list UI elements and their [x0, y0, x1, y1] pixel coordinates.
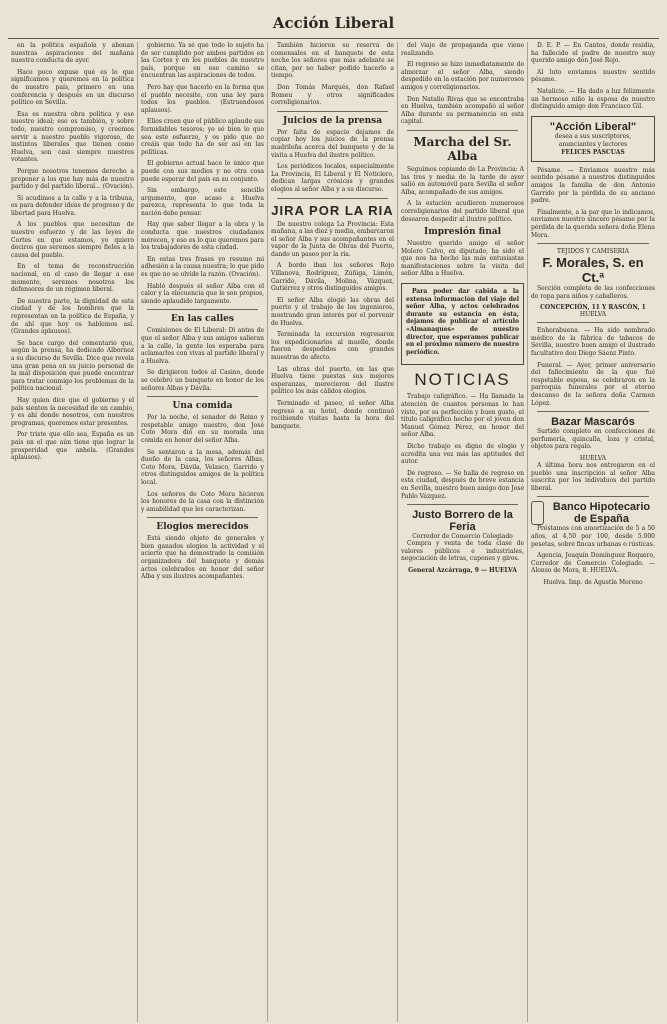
section-heading: Elogios merecidos: [156, 522, 249, 533]
divider: [277, 198, 388, 199]
section-heading: Una comida: [172, 401, 233, 412]
section-heading: Juicios de la prensa: [282, 115, 383, 126]
paragraph: A la estación acudieron numerosos correligionarios del partido liberal que desearon despedir al ilustre político.: [401, 200, 524, 223]
paragraph: A bordo iban los señores Rojo Villanova, Rodríguez, Zúñiga, Limón, Garrido, Dávila, Molina, Vázquez, Gutiérrez y otros distinguidos amigos.: [271, 262, 394, 293]
paragraph: Las obras del puerto, en las que Huelva tiene puestas sus mejores esperanzas, merecieron del ilustre político los más cálidos elogios.: [271, 365, 394, 396]
divider: [147, 517, 258, 518]
column-2: [138, 42, 268, 1022]
paragraph: Habló después el señor Alba con el calor y la elocuencia que le son propios, siendo aplaudido largamente.: [141, 282, 264, 305]
ad-city: HUELVA: [579, 455, 607, 462]
ad-body: Surtido completo en confecciones de perfumería, quincalla, loza y cristal, objetos para regalo.: [531, 428, 655, 451]
paragraph: Comisiones de El Liberal: Di antes de que el señor Alba y sus amigos salieran a la calle, la gente los esperaba para aclamarlos con vivas al partido liberal y a Huelva.: [141, 327, 264, 365]
paragraph: Trabajo caligráfico. — Ha llamado la atención de cuantos personas lo han visto, por su perfección y buen gusto, el título caligráfico hecho por el joven don Manuel Gómez Pérez, en honor del señor Alba.: [401, 393, 524, 439]
paragraph: D. E. P. — En Cantos, donde residía, ha fallecido el padre de nuestro muy querido amigo don José Rojo.: [531, 42, 655, 65]
greeting-box: [531, 116, 655, 162]
ad-title: "Acción Liberal": [549, 120, 637, 133]
divider: [407, 504, 518, 505]
paragraph: De regreso. — Se halla de regreso en esta ciudad, después de breve estancia en Sevilla, nuestro buen amigo don José Pablo Vázquez.: [401, 469, 524, 500]
ad-address: General Azcárraga, 9 — HUELVA: [408, 566, 517, 574]
column-1: [8, 42, 138, 1022]
paragraph: Sin embargo, este sencillo argumento, que acaso a Huelva parezca, representa lo que toda la nación debe pensar.: [141, 187, 264, 217]
paragraph: Porque nosotros tenemos derecho a proponer a los que hay más de nuestro partido y del partido liberal... (Ovación).: [11, 167, 134, 191]
paragraph: Hay que saber llegar a la obra y la conducta que nuestros ciudadanos merecen, y eso es lo que queremos para los trabajadores de esta ciudad.: [141, 221, 264, 252]
paragraph: De nuestro colega La Provincia: Esta mañana, a las diez y media, embarcaron el señor Alba y sus acompañantes en el vapor de la Junta de Obras del Puerto, dando un paseo por la ría.: [271, 220, 394, 258]
column-3: [268, 42, 398, 1022]
newspaper-title: Acción Liberal: [272, 14, 395, 32]
divider: [147, 396, 258, 397]
paragraph: Se hace cargo del comentario que, según la prensa, ha dedicado Albornoz a su discurso de Sevilla. Dice que revela una gran pena en su juicio personal de la mal disposición que puede encontrar para tratar conmigo los problemas de la política nacional.: [11, 339, 134, 393]
paragraph: del viaje de propaganda que viene realizando.: [401, 42, 524, 57]
paragraph: Enhorabuena. — Ha sido nombrado médico de la fábrica de tabacos de Sevilla, nuestro buen amigo el ilustrado facultativo don Diego Sáenz Pinto.: [531, 327, 655, 358]
paragraph: Funeral. — Ayer, primer aniversario del fallecimiento de la que fué respetable esposa, se celebraron en la parroquia funerales por el eterno descanso de la señora doña Carmen López.: [531, 361, 655, 407]
paragraph: Si acudimos a la calle y a la tribuna, es para defender ideas de progreso y de libertad para Huelva.: [11, 194, 134, 217]
paragraph: Terminado el paseo, el señor Alba regresó a su hotel, donde continuó recibiendo visitas hasta la hora del banquete.: [271, 399, 394, 430]
paragraph: Terminada la excursión regresaron los expedicionarios al muelle, donde fueron despedidos con grandes muestras de afecto.: [271, 331, 394, 361]
paragraph: Pero hay que hacerlo en la forma que el pueblo necesite, con una ley para todos los pueblos. (Estruendosos aplausos).: [141, 83, 264, 114]
column-5: [528, 42, 658, 1022]
ad-title: Banco Hipotecario de España: [552, 501, 651, 526]
ad-subtitle: Corredor de Comercio Colegiado: [412, 533, 513, 541]
paragraph: También hicieron su reserva de comensales en el banquete de esta noche los señores que más adelante se citan, por no haber podido hacerlo a tiempo.: [271, 42, 394, 80]
paragraph: gobierno. Ya sé que todo lo sujeto ha de ser cumplido por ambos partidos en las Cortes y en los pueblos de nuestro país, porque en ese camino se encuentran las aspiraciones de todos.: [141, 42, 264, 80]
ad-address: CONCEPCIÓN, 11 Y RASCÓN, 1: [540, 304, 646, 312]
paragraph: Hay quien dice que el gobierno y el país sienten la necesidad de un cambio, y es ahí donde nosotros, con nuestros programas, queremos estar presentes.: [11, 396, 134, 427]
paragraph: En estas tres frases yo resumo mi adhesión a la causa nuestra; lo que pido es que no se olvide la razón. (Ovación).: [141, 255, 264, 279]
section-heading: Impresión final: [424, 227, 501, 238]
paragraph: Por triste que ello sea, España es un país en el que aún tiene que lograr la prosperidad que anhela. (Grandes aplausos).: [11, 431, 134, 462]
paragraph: Está siendo objeto de generales y bien ganados elogios la actividad y el acierto que ha demostrado la comisión organizadora del banquete y demás actos celebrados en honor del señor Alba y sus ilustres acompañantes.: [141, 535, 264, 581]
paragraph: Se dirigieron todos al Casino, donde se celebró un banquete en honor de los señores Albas y Dávila.: [141, 369, 264, 392]
ad-body: Sección completa de las confecciones de ropa para niños y caballeros.: [531, 285, 655, 300]
ad-line: FELICES PASCUAS: [561, 148, 625, 156]
coat-of-arms-icon: [531, 501, 544, 525]
paragraph: Nuestro querido amigo el señor Molero Calvo, ex diputado, ha sido el que nos ha hecho las más entusiastas manifestaciones sobre la visita del señor Alba a Huelva.: [401, 240, 524, 278]
columns: [8, 42, 659, 1022]
paragraph: Hace poco expuse qué es lo que significamos y queremos en la política de nuestro país, primero en una conferencia y después en un discurso político en Sevilla.: [11, 68, 134, 107]
masthead: [8, 6, 659, 39]
paragraph: El señor Alba elogió las obras del puerto y el trabajo de los ingenieros, mostrando gran interés por el porvenir de Huelva.: [271, 296, 394, 327]
divider: [537, 243, 649, 244]
paragraph: A última hora nos entregaron en el pueblo una inscripción al señor Alba suscrita por los individuos del partido liberal.: [531, 462, 655, 492]
paragraph: Los periódicos locales, especialmente La Provincia, El Liberal y El Noticiero, dedican largas crónicas y grandes elogios al señor Alba y a su discurso.: [271, 163, 394, 193]
column-4: [398, 42, 528, 1022]
paragraph: Ellos creen que el público aplaude sus formidables tesoros; yo sé bien lo que sea este esfuerzo, y os pido que no creáis que todo ha de ser así en las políticas.: [141, 118, 264, 156]
paragraph: Esa es nuestra obra política y ese nuestro ideal; eso es también, y sobre todo, nuestro compromiso, y creemos servir a nuestro pueblo vigoroso, de instintos liberales que tienen como Huelva, son casi siempre nuestros votantes.: [11, 110, 134, 164]
divider: [537, 411, 649, 412]
imprint: Huelva. Imp. de Agustín Moreno: [543, 578, 643, 586]
paragraph: Don Tomás Marqués, don Rafael Romeu y otros significados correligionarios.: [271, 83, 394, 107]
paragraph: El regreso se hizo inmediatamente de almorzar el señor Alba, siendo despedido en la estación por numerosos amigos y correligionarios.: [401, 61, 524, 91]
ad-body: Agencia, Joaquín Domínguez Roquero, Corredor de Comercio Colegiado. — Alonso de Mora, 8. HUELVA.: [531, 552, 655, 575]
ad-title: Bazar Mascarós: [551, 416, 635, 429]
ad-city: HUELVA: [579, 311, 607, 319]
divider: [407, 130, 518, 131]
paragraph: Por la noche, el senador de Reino y respetable amigo nuestro, don José Coto Mora dió en su morada una comida en honor del señor Alba.: [141, 414, 264, 444]
notice-text: Para poder dar cabida a la extensa información del viaje del señor Alba, y actos celebrados durante su estancia en ésta, dejamos de publicar el artículo «Almanaques» de nuestro director, que esperamos publicar en el próximo número de nuestro periódico.: [406, 288, 519, 356]
paragraph: Don Natalio Rivas que se encontraba en Huelva, también acompañó al señor Alba durante su permanencia en esta capital.: [401, 95, 524, 126]
paragraph: Finalmente, a la par que lo indicamos, enviamos nuestro sincero pésame por la pérdida de la querida señora doña Elena Mora.: [531, 208, 655, 239]
paragraph: Dicho trabajo es digno de elogio y acredita una vez más las aptitudes del autor.: [401, 442, 524, 466]
paragraph: A los pueblos que necesitan de nuestro esfuerzo y de las leyes de Cortes en que estamos, yo quiero deciros que seremos siempre fieles a la causa del pueblo.: [11, 221, 134, 259]
paragraph: Pésame. — Enviamos nuestro más sentido pésame a nuestros distinguidos amigos la familia de don Antonio Garrido por la pérdida de su anciano padre.: [531, 166, 655, 205]
paragraph: Los señores de Coto Mora hicieron los honores de la casa con la distinción y amabilidad que les caracterizan.: [141, 490, 264, 513]
paragraph: Por falta de espacio dejamos de copiar hoy los juicios de la prensa madrileña acerca del banquete y de la visita a Huelva del ilustre político.: [271, 128, 394, 159]
notice-box: [401, 283, 524, 365]
divider: [277, 111, 388, 112]
section-heading: En las calles: [171, 314, 234, 325]
bank-ad-header: [531, 501, 655, 525]
ad-title: F. Morales, S. en Ct.ª: [542, 255, 644, 286]
ad-body: Préstamos con amortización de 5 a 50 años, al 4,50 por 100, desde 5.000 pesetas, sobre fincas urbanas o rústicas.: [531, 525, 655, 548]
paragraph: Al luto enviamos nuestro sentido pésame.: [531, 68, 655, 84]
paragraph: Natalicio. — Ha dado a luz felizmente un hermoso niño la esposa de nuestro distinguido amigo don Francisco Gil.: [531, 87, 655, 111]
paragraph: De nuestra parte, la dignidad de esta ciudad y de los hombres que la representan en la política de España, y de ahí que hoy os hablemos así. (Grandes aplausos).: [11, 297, 134, 336]
paragraph: El gobierno actual hace lo único que puede con sus medios y no otra cosa puede esperar del país en su conjunto.: [141, 160, 264, 183]
shop-category: TEJIDOS Y CAMISERIA: [557, 248, 629, 256]
section-heading: NOTICIAS: [414, 370, 511, 390]
ad-title: Justo Borrero de la Feria: [412, 509, 513, 534]
section-heading: JIRA POR LA RIA: [271, 202, 394, 218]
divider: [537, 322, 649, 323]
paragraph: en la política española y abonan nuestras aspiraciones del mañana nuestra conducta de ayer.: [11, 42, 134, 65]
ad-body: Compra y venta de toda clase de valores públicos e industriales, negociación de letras, cupones y giros.: [401, 540, 524, 563]
paragraph: Se sentaron a la mesa, además del dueño de la casa, los señores Albas, Coto Mora, Dávila, Velasco, Garrido y otros distinguidos amigos de la política local.: [141, 448, 264, 486]
ad-line: desea a sus suscriptores, anunciantes y lectores: [554, 132, 632, 148]
paragraph: En el tema de reconstrucción nacional, en el caso de llegar a ese momento, seremos nosotros los defensores de un régimen liberal.: [11, 263, 134, 294]
divider: [537, 496, 649, 497]
divider: [147, 309, 258, 310]
section-heading: Marcha del Sr. Alba: [413, 134, 512, 163]
paragraph: Seguimos copiando de La Provincia: A las tres y media de la tarde de ayer salió en automóvil para Sevilla el señor Alba, acompañado de sus amigos.: [401, 165, 524, 196]
